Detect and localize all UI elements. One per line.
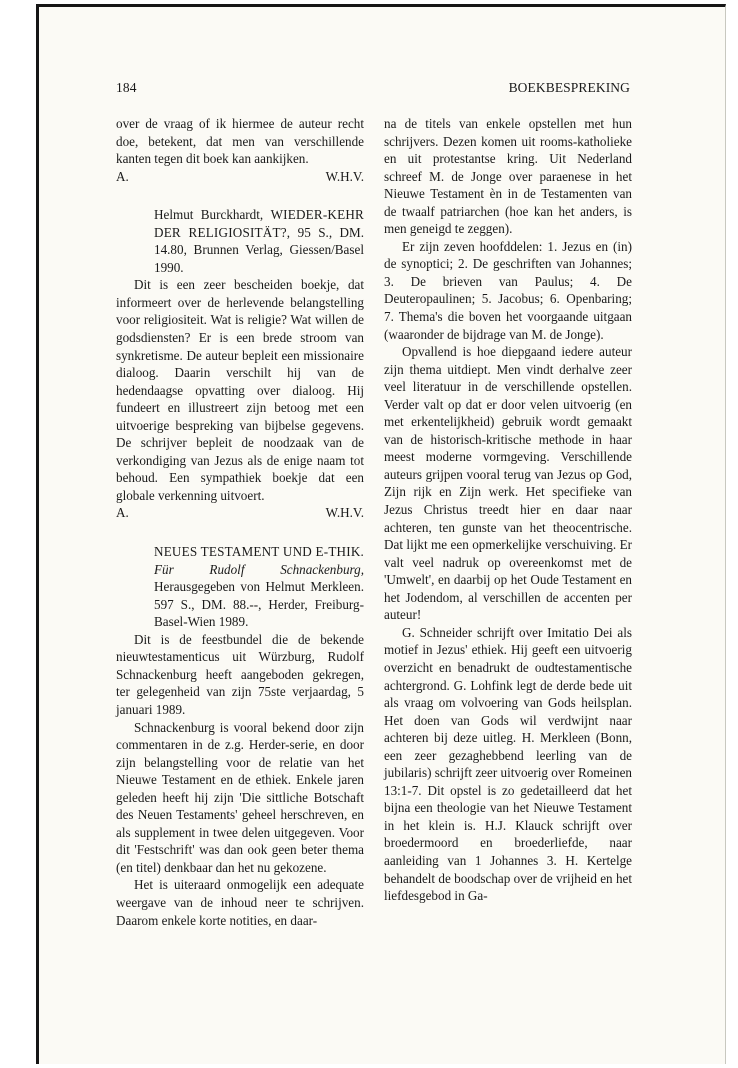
right-column (384, 115, 632, 905)
review-signature (116, 168, 364, 186)
book-entry-heading (116, 206, 364, 276)
review-paragraph: na de titels van enkele opstellen met hun schrijvers. Dezen komen uit rooms-katholieke en uit protestantse kring. Uit Nederland schreef M. de Jonge over paraenese in het Nieuwe Testament èn in de Testamenten van de twaalf patriarchen (hoe kan het anders, is men geneigd te zeggen). (384, 116, 632, 237)
book-title: WIEDER-KEHR DER RELIGIOSITÄT?, (154, 207, 364, 240)
review-signature (116, 504, 364, 522)
review-paragraph: Dit is de feestbundel die de bekende nieuwtestamenticus uit Würzburg, Rudolf Schnackenburg heeft aangeboden gekregen, ter gelegenheid van zijn 75ste verjaardag, 5 januari 1989. (116, 631, 364, 717)
signature-initial: A. (116, 168, 129, 184)
signature-name: W.H.V. (325, 168, 364, 184)
book-subtitle: Für Rudolf Schnackenburg, (154, 561, 364, 577)
left-column (116, 115, 364, 929)
book-details: 95 S., DM. 14.80, Brunnen Verlag, Giessen/Basel 1990. (154, 224, 364, 275)
signature-initial: A. (116, 505, 129, 521)
book-author: Helmut Burckhardt, (154, 207, 264, 223)
review-paragraph: Er zijn zeven hoofddelen: 1. Jezus en (in) de synoptici; 2. De geschriften van Johannes; 3. De brieven van Paulus; 4. De Deuteropaulinen; 5. Jacobus; 6. Openbaring; 7. Thema's die boven het voorgaande uitgaan (waaronder de bijdrage van M. de Jonge). (384, 238, 632, 342)
review-paragraph: Opvallend is hoe diepgaand iedere auteur zijn thema uitdiept. Men vindt derhalve zeer veel literatuur in de verschillende opstellen. Verder valt op dat er door velen uitvoerig (en met erkentelijkheid) gebruik wordt gemaakt van de historisch-kritische methode in haar meest moderne vormgeving. Verschillende auteurs grijpen vooral terug van Jezus op God, Zijn rijk en Zijn werk. Het specifieke van Jezus Christus treedt hier en daar naar achteren, ten gunste van het theocentrische. Dat lijkt me een opmerkelijke verschuiving. Er valt veel nadruk op overeenkomst met de 'Umwelt', en daarbij op het Oude Testament en het Jodendom, al verschillen de accenten per auteur! (384, 344, 632, 623)
intro-paragraph: over de vraag of ik hiermee de auteur recht doe, betekent, dat men van verschillende kanten tegen dit boek kan aankijken. (116, 116, 364, 167)
page-number: 184 (116, 80, 137, 95)
book-title: NEUES TESTAMENT UND E-THIK. (154, 544, 364, 560)
review-paragraph: Schnackenburg is vooral bekend door zijn commentaren in de z.g. Herder-serie, en door zijn belangstelling voor de relatie van het Nieuwe Testament en de ethiek. Enkele jaren geleden heeft hij zijn 'Die sittliche Botschaft des Neuen Testaments' geheel herschreven, en als supplement in twee delen uitgegeven. Voor dit 'Festschrift' was dan ook geen beter thema (en titel) denkbaar dan het nu gekozene. (116, 719, 364, 875)
review-paragraph: Dit is een zeer bescheiden boekje, dat informeert over de herlevende belangstelling voor religiositeit. Wat is religie? Wat willen de godsdiensten? Er is een brede stroom van synkretisme. De auteur bepleit een missionaire dialoog. Daarin verschilt hij van de hedendaagse opvatting over dialoog. Hij fundeert en illustreert zijn betoog met een uitvoerige bespreking van bijbelse gegevens. De schrijver bepleit de noodzaak van de verkondiging van Jezus als de enige naam tot behoud. Een sympathiek boekje dat een globale verkenning uitvoert. (116, 277, 364, 503)
review-paragraph: Het is uiteraard onmogelijk een adequate weergave van de inhoud neer te schrijven. Daarom enkele korte notities, en daar- (116, 877, 364, 928)
signature-name: W.H.V. (325, 505, 364, 521)
review-paragraph: G. Schneider schrijft over Imitatio Dei als motief in Jezus' ethiek. Hij geeft een uitvoerig overzicht en benadrukt de oudtestamentische achtergrond. G. Lohfink legt de derde bede uit als vraag om volvoering van Gods heilsplan. Het doen van Gods wil verdwijnt naar achteren bij deze uitleg. H. Merkleen (Bonn, een zeer gezaghebbend leerling van de jubilaris) schrijft zeer uitvoerig over Romeinen 13:1-7. Dit opstel is zo gedetailleerd dat het bijna een theologie van het Nieuwe Testament in het klein is. H.J. Klauck schrijft over broedermoord en broederliefde, naar aanleiding van 1 Johannes 3. H. Kertelge behandelt de boodschap over de vrijheid en het liefdesgebod in Ga- (384, 624, 632, 904)
running-title: BOEKBESPREKING (508, 80, 630, 95)
book-entry-heading (116, 543, 364, 631)
book-details: Herausgegeben von Helmut Merkleen. 597 S., DM. 88.--, Herder, Freiburg-Basel-Wien 1989. (154, 579, 364, 630)
